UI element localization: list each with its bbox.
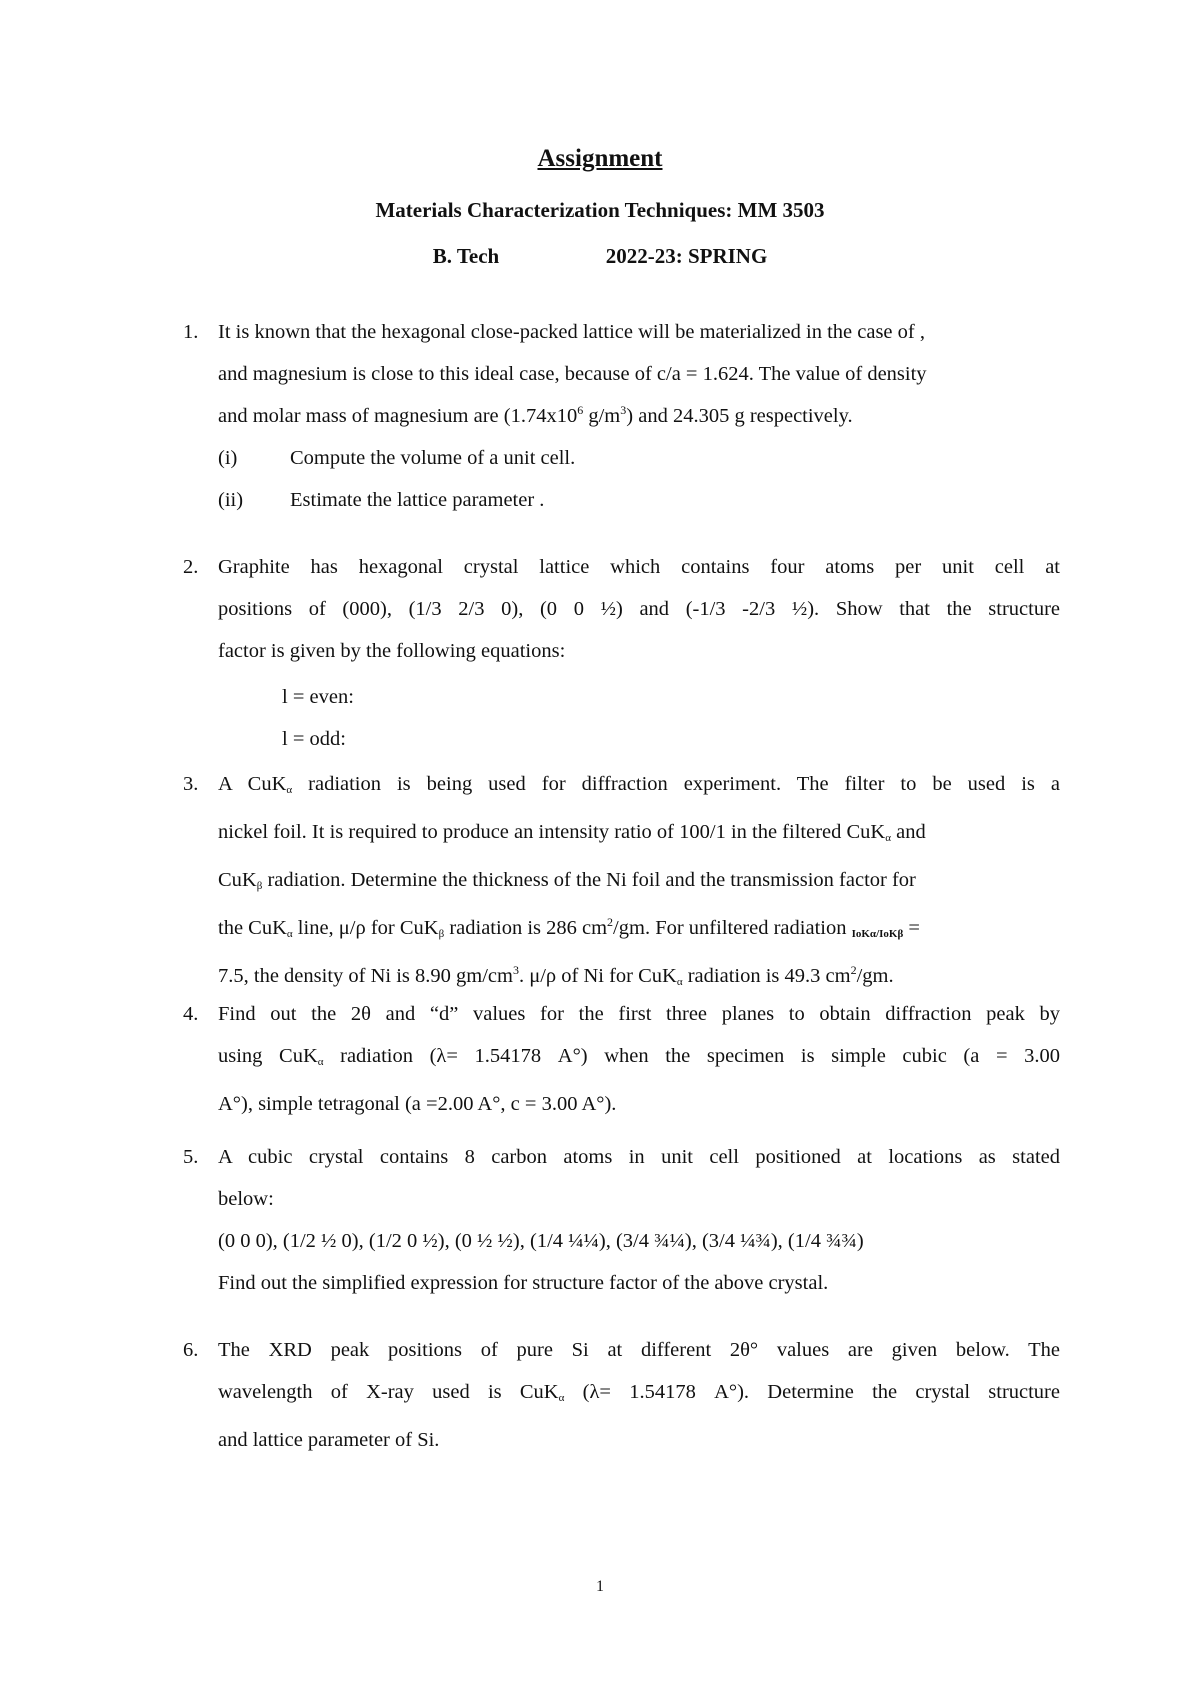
question-4-line-2 (218, 1035, 1060, 1083)
q6-text: (λ= 1.54178 A°). Determine the crystal structure (564, 1381, 1060, 1403)
question-2-equation-odd: l = odd: (282, 728, 346, 750)
q4-text: using CuK (218, 1045, 318, 1067)
q3-subscript: β (256, 880, 263, 892)
question-5-line-1: A cubic crystal contains 8 carbon atoms in unit cell positioned at locations as stated (218, 1146, 1060, 1168)
q3-subscript: α (885, 832, 891, 844)
question-5-line-3: (0 0 0), (1/2 ½ 0), (1/2 0 ½), (0 ½ ½), (1/4 ¼¼), (3/4 ¾¼), (3/4 ¼¾), (1/4 ¾¾) (218, 1230, 864, 1252)
question-6-line-2 (218, 1371, 1060, 1419)
question-1 (218, 311, 1060, 437)
question-4 (218, 993, 1060, 1125)
question-5-line-4: Find out the simplified expression for structure factor of the above crystal. (218, 1272, 829, 1294)
question-6 (218, 1329, 1060, 1461)
q3-subscript: α (286, 784, 293, 796)
question-1-number: 1. (183, 321, 199, 343)
question-3 (218, 763, 1060, 1003)
question-2-equation-even: l = even: (282, 686, 354, 708)
question-3-line-3 (218, 859, 1060, 907)
question-3-number: 3. (183, 773, 199, 795)
question-5-line-2: below: (218, 1188, 274, 1210)
q3-text: 7.5, the density of Ni is 8.90 gm/cm (218, 965, 513, 987)
question-2-line-3: factor is given by the following equations: (218, 640, 566, 662)
q3-text: line, μ/ρ for CuK (292, 917, 439, 939)
question-3-line-1 (218, 763, 1060, 811)
q3-text: radiation. Determine the thickness of the Ni foil and the transmission factor for (262, 869, 916, 891)
q3-text: A CuK (218, 773, 287, 795)
page-number: 1 (596, 1578, 604, 1595)
q3-sup: 2 (850, 963, 857, 977)
q3-subscript: β (438, 928, 445, 940)
q3-text: and (891, 821, 926, 843)
program-label: B. Tech (432, 244, 500, 268)
question-5 (218, 1136, 1060, 1304)
question-6-number: 6. (183, 1339, 199, 1361)
q3-text: radiation is being used for diffraction experiment. The filter to be used is a (292, 773, 1060, 795)
session-label: 2022-23: SPRING (605, 244, 768, 268)
q3-sup: 3 (512, 963, 519, 977)
q3-subscript: α (286, 928, 293, 940)
question-3-line-2 (218, 811, 1060, 859)
question-2-line-2: positions of (000), (1/3 2/3 0), (0 0 ½) and (-1/3 -2/3 ½). Show that the structure (218, 598, 1060, 620)
question-2-number: 2. (183, 556, 199, 578)
q3-text: = (903, 917, 920, 939)
q3-text: the CuK (218, 917, 287, 939)
question-3-line-4 (218, 907, 1060, 955)
q3-text: radiation is 49.3 cm (682, 965, 851, 987)
q3-subscript: IoKα/IoKβ (851, 928, 904, 940)
q3-sup: 2 (607, 915, 614, 929)
q3-text: . μ/ρ of Ni for CuK (518, 965, 677, 987)
question-2 (218, 546, 1060, 672)
course-title: Materials Characterization Techniques: MM 3503 (375, 198, 825, 222)
course-info (0, 244, 1200, 269)
q4-subscript: α (317, 1056, 324, 1068)
q3-text: radiation is 286 cm (444, 917, 608, 939)
q3-text: CuK (218, 869, 257, 891)
question-6-line-3: and lattice parameter of Si. (218, 1429, 440, 1451)
q3-subscript: α (676, 976, 683, 988)
question-5-number: 5. (183, 1146, 199, 1168)
question-4-line-1: Find out the 2θ and “d” values for the first three planes to obtain diffraction peak by (218, 1003, 1060, 1025)
question-1-part-ii-label: (ii) (218, 489, 244, 511)
page-title: Assignment (537, 145, 663, 172)
q1-sup: 6 (577, 403, 584, 417)
question-6-line-1: The XRD peak positions of pure Si at different 2θ° values are given below. The (218, 1339, 1060, 1361)
q3-text: nickel foil. It is required to produce an intensity ratio of 100/1 in the filtered CuK (218, 821, 886, 843)
question-2-line-1: Graphite has hexagonal crystal lattice which contains four atoms per unit cell at (218, 556, 1060, 578)
q1-text: ) and 24.305 g respectively. (626, 405, 853, 427)
q1-sup: 3 (620, 403, 627, 417)
question-4-number: 4. (183, 1003, 199, 1025)
q3-text: /gm. For unfiltered radiation (613, 917, 852, 939)
question-1-part-i-label: (i) (218, 447, 238, 469)
question-1-line-2: and magnesium is close to this ideal case, because of c/a = 1.624. The value of density (218, 363, 927, 385)
q6-text: wavelength of X-ray used is CuK (218, 1381, 559, 1403)
q1-text: and molar mass of magnesium are (1.74x10 (218, 405, 578, 427)
question-1-line-1: It is known that the hexagonal close-packed lattice will be materialized in the case of , (218, 321, 925, 343)
question-1-part-ii-text: Estimate the lattice parameter . (290, 489, 545, 511)
question-4-line-3: A°), simple tetragonal (a =2.00 A°, c = 3.00 A°). (218, 1093, 617, 1115)
question-1-line-3 (218, 395, 1060, 437)
q4-text: radiation (λ= 1.54178 A°) when the specimen is simple cubic (a = 3.00 (323, 1045, 1060, 1067)
question-1-part-i-text: Compute the volume of a unit cell. (290, 447, 576, 469)
q3-text: /gm. (856, 965, 894, 987)
q6-subscript: α (558, 1392, 565, 1404)
q1-text: g/m (583, 405, 621, 427)
